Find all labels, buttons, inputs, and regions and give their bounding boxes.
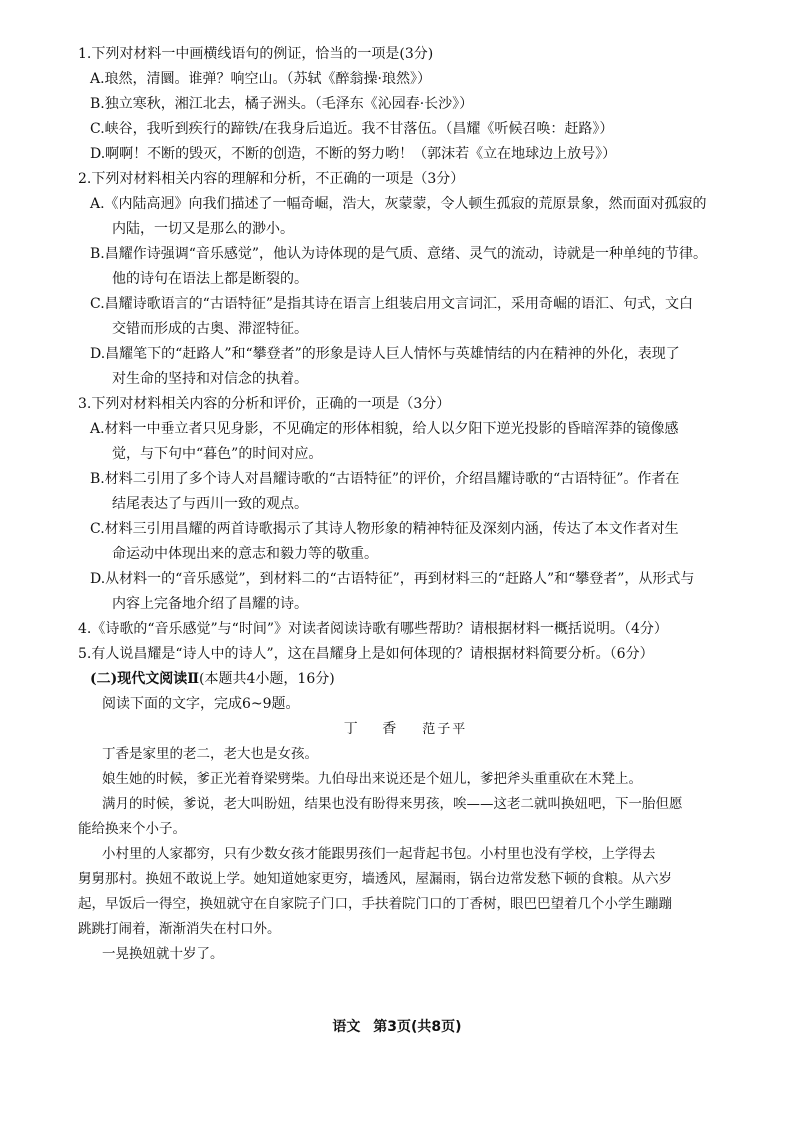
option-c: C.峡谷，我听到疾行的蹄铁/在我身后追近。我不甘落伍。（昌耀《听候召唤：赶路》） bbox=[90, 121, 614, 137]
question-5: 5.有人说昌耀是“诗人中的诗人”，这在昌耀身上是如何体现的？请根据材料简要分析。（6分） bbox=[78, 646, 654, 662]
option-c: C.昌耀诗歌语言的“古语特征”是指其诗在语言上组装启用文言词汇，采用奇崛的语汇、句式，文白 bbox=[90, 296, 693, 312]
option-c-continued: 命运动中体现出来的意志和毅力等的敬重。 bbox=[112, 546, 378, 562]
option-a-continued: 内陆，一切又是那么的渺小。 bbox=[112, 221, 294, 237]
option-b: B.独立寒秋，湘江北去，橘子洲头。（毛泽东《沁园春·长沙》） bbox=[90, 96, 474, 112]
story-body bbox=[78, 742, 733, 967]
section-note: (本题共4小题，16分) bbox=[199, 671, 335, 687]
page-footer bbox=[0, 1016, 794, 1036]
question-stem: 2.下列对材料相关内容的理解和分析，不正确的一项是（3分） bbox=[78, 171, 465, 187]
option-d-continued: 内容上完备地介绍了昌耀的诗。 bbox=[112, 596, 308, 612]
story-paragraph: 一晃换妞就十岁了。 bbox=[102, 946, 224, 962]
option-c: C.材料三引用昌耀的两首诗歌揭示了其诗人物形象的精神特征及深刻内涵，传达了本文作者对生 bbox=[90, 521, 679, 537]
story-paragraph-continued: 跳跳打闹着，渐渐消失在村口外。 bbox=[78, 921, 281, 937]
footer-page-number: 第3页(共8页) bbox=[373, 1019, 462, 1035]
story-title: 丁 香 bbox=[343, 721, 407, 737]
option-b: B.昌耀作诗强调“音乐感觉”，他认为诗体现的是气质、意绪、灵气的流动，诗就是一种单纯的节律。 bbox=[90, 246, 708, 262]
option-d: D.从材料一的“音乐感觉”，到材料二的“古语特征”，再到材料三的“赶路人”和“攀登者”，从形式与 bbox=[90, 571, 695, 587]
footer-subject: 语文 bbox=[332, 1019, 361, 1035]
question-stem: 3.下列对材料相关内容的分析和评价，正确的一项是（3分） bbox=[78, 396, 451, 412]
page-content bbox=[78, 42, 733, 967]
question-4: 4.《诗歌的“音乐感觉”与“时间”》对读者阅读诗歌有哪些帮助？请根据材料一概括说明。（4分） bbox=[78, 621, 668, 637]
question-stem: 1.下列对材料一中画横线语句的例证，恰当的一项是(3分) bbox=[78, 46, 434, 62]
question-2 bbox=[78, 167, 733, 392]
question-3 bbox=[78, 392, 733, 617]
story-paragraph: 娘生她的时候，爹正光着脊梁劈柴。九伯母出来说还是个妞儿，爹把斧头重重砍在木凳上。 bbox=[102, 771, 642, 787]
option-c-continued: 交错而形成的古奥、滞涩特征。 bbox=[112, 321, 308, 337]
story-title-line bbox=[78, 717, 733, 742]
option-b-continued: 他的诗句在语法上都是断裂的。 bbox=[112, 271, 308, 287]
option-a: A.《内陆高迥》向我们描述了一幅奇崛，浩大，灰蒙蒙，令人顿生孤寂的荒原景象，然而面对孤寂的 bbox=[90, 196, 707, 212]
option-b-continued: 结尾表达了与西川一致的观点。 bbox=[112, 496, 308, 512]
option-d-continued: 对生命的坚持和对信念的执着。 bbox=[112, 371, 308, 387]
question-1 bbox=[78, 42, 733, 167]
section-heading bbox=[78, 667, 733, 692]
option-d: D.啊啊！不断的毁灭，不断的创造，不断的努力哟！（郭沫若《立在地球边上放号》） bbox=[90, 146, 617, 162]
option-a-continued: 觉，与下句中“暮色”的时间对应。 bbox=[112, 446, 323, 462]
section-title: (二)现代文阅读Ⅱ bbox=[90, 671, 200, 687]
story-paragraph-continued: 舅舅那村。换妞不敢说上学。她知道她家更穷，墙透风，屋漏雨，锅台边常发愁下顿的食粮。从六岁 bbox=[78, 871, 672, 887]
option-b: B.材料二引用了多个诗人对昌耀诗歌的“古语特征”的评价，介绍昌耀诗歌的“古语特征”。作者在 bbox=[90, 471, 680, 487]
option-d: D.昌耀笔下的“赶路人”和“攀登者”的形象是诗人巨人情怀与英雄情结的内在精神的外化，表现了 bbox=[90, 346, 680, 362]
story-paragraph: 小村里的人家都穷，只有少数女孩才能跟男孩们一起背起书包。小村里也没有学校，上学得去 bbox=[102, 846, 656, 862]
story-author: 范子平 bbox=[422, 722, 468, 737]
option-a: A.琅然，清圜。谁弹？响空山。（苏轼《醉翁操·琅然》） bbox=[90, 71, 432, 87]
story-paragraph-continued: 起，早饭后一得空，换妞就守在自家院子门口，手扶着院门口的丁香树，眼巴巴望着几个小学生蹦蹦 bbox=[78, 896, 672, 912]
section-instruction: 阅读下面的文字，完成6~9题。 bbox=[102, 696, 300, 712]
story-paragraph-continued: 能给换来个小子。 bbox=[78, 821, 186, 837]
option-a: A.材料一中垂立者只见身影，不见确定的形体相貌，给人以夕阳下逆光投影的昏暗浑莽的镜像感 bbox=[90, 421, 679, 437]
story-paragraph: 满月的时候，爹说，老大叫盼妞，结果也没有盼得来男孩，唉——这老二就叫换妞吧，下一胎但愿 bbox=[102, 796, 683, 812]
story-paragraph: 丁香是家里的老二，老大也是女孩。 bbox=[102, 746, 318, 762]
